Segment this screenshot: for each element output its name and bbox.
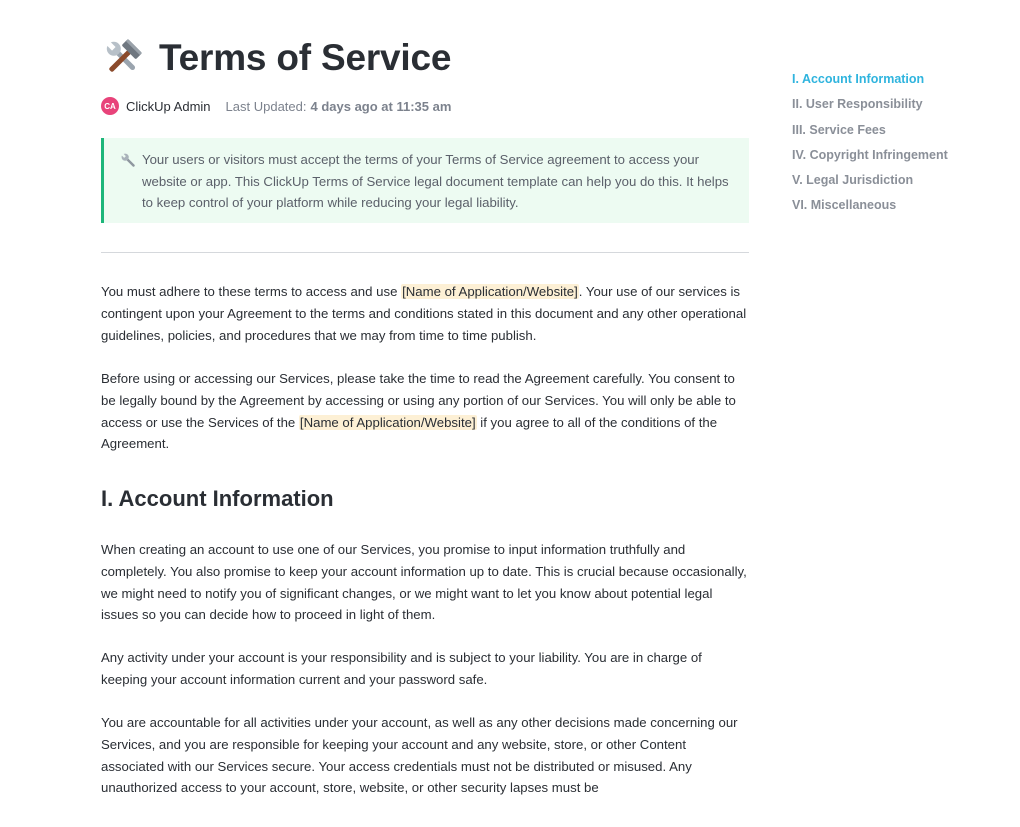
toc-item-service-fees[interactable]: III. Service Fees xyxy=(792,122,886,137)
last-updated-value: 4 days ago at 11:35 am xyxy=(310,98,452,114)
last-updated-label: Last Updated: xyxy=(225,98,307,114)
callout-text: Your users or visitors must accept the terms of your Terms of Service agreement to access your website or app. This ClickUp Terms of Service legal document template can help you do this. It helps to keep control of your platform while reducing your legal liability. xyxy=(142,152,729,210)
divider xyxy=(101,252,749,253)
toc-item-copyright-infringement[interactable]: IV. Copyright Infringement xyxy=(792,147,948,162)
author-name[interactable]: ClickUp Admin xyxy=(126,98,211,114)
intro-paragraph-2 xyxy=(101,368,751,455)
toc-item-account-information[interactable]: I. Account Information xyxy=(792,72,925,86)
section-paragraph-3: You are accountable for all activities under your account, as well as any other decisions made concerning our Services, and you are responsible for keeping your account and any website, store, or other Content associated with our Services secure. Your access credentials must not be distributed or misused. Any unauthorized access to your account, store, website, or other security lapses must be xyxy=(101,715,738,796)
table-of-contents xyxy=(792,71,1012,223)
placeholder-highlight: [Name of Application/Website] xyxy=(402,284,578,299)
section-paragraph-2: Any activity under your account is your responsibility and is subject to your liability. You are in charge of keeping your account information current and your password safe. xyxy=(101,650,702,687)
doc-meta xyxy=(101,96,451,116)
paragraph-text: Before using or accessing our Services, please take the time to read the Agreement carefully. You consent to be legally bound by the Agreement by accessing or using any portion of our Services. You will only be able to access or use the Services of the xyxy=(101,371,736,430)
toc-item-legal-jurisdiction[interactable]: V. Legal Jurisdiction xyxy=(792,173,914,188)
section-paragraph-1: When creating an account to use one of our Services, you promise to input information truthfully and completely. You also promise to keep your account information up to date. This is crucial because occasionally, we might need to notify you of significant changes, or we might want to let you know about potential legal issues so you can decide how to proceed in light of them. xyxy=(101,542,747,623)
paragraph-text: You must adhere to these terms to access and use xyxy=(101,284,402,299)
title-row xyxy=(101,34,451,82)
intro-paragraph-1 xyxy=(101,281,751,346)
toc-item-user-responsibility[interactable]: II. User Responsibility xyxy=(792,97,923,112)
paragraph-text: if you agree to all of the conditions of the Agreement. xyxy=(101,414,718,452)
section-heading: I. Account Information xyxy=(101,486,334,511)
toc-item-miscellaneous[interactable]: VI. Miscellaneous xyxy=(792,198,897,213)
hammer-and-wrench-icon[interactable] xyxy=(101,36,145,80)
callout-block xyxy=(101,138,749,223)
page-title: Terms of Service xyxy=(159,37,452,78)
avatar[interactable]: CA xyxy=(101,97,119,115)
paragraph-text: . Your use of our services is contingent upon your Agreement to the terms and conditions stated in this document and any other operational guidelines, policies, and procedures that we may from time to time publish. xyxy=(101,284,747,343)
placeholder-highlight: [Name of Application/Website] xyxy=(299,414,476,430)
wrench-icon xyxy=(119,151,137,169)
